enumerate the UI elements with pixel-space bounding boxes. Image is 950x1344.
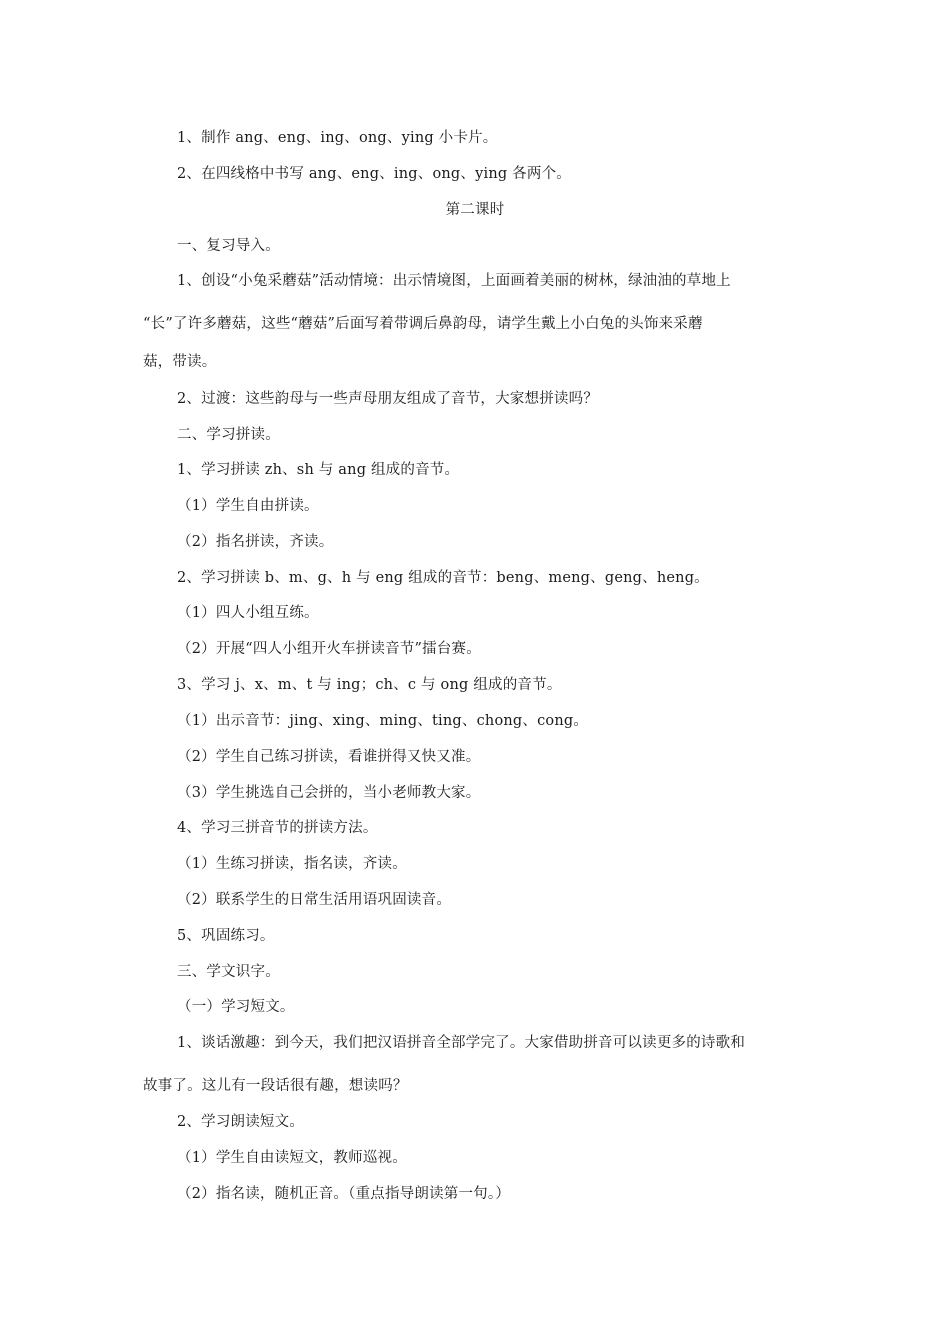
paragraph-line: 菇，带读。 <box>143 354 217 370</box>
list-subitem: （2）指名拼读，齐读。 <box>177 534 334 550</box>
paragraph-line: 故事了。这儿有一段话很有趣，想读吗？ <box>143 1078 408 1094</box>
list-subitem: （1）生练习拼读，指名读，齐读。 <box>177 856 407 872</box>
section-heading-spelling: 二、学习拼读。 <box>177 427 280 443</box>
list-item: 4、学习三拼音节的拼读方法。 <box>177 820 378 836</box>
list-subitem: （2）开展“四人小组开火车拼读音节”擂台赛。 <box>177 641 481 657</box>
list-subitem: （2）指名读，随机正音。（重点指导朗读第一句。） <box>177 1186 511 1202</box>
list-item: 2、学习拼读 b、m、g、h 与 eng 组成的音节：beng、meng、geng、heng。 <box>177 570 709 586</box>
list-subitem: （3）学生挑选自己会拼的，当小老师教大家。 <box>177 785 481 801</box>
paragraph-line: “长”了许多蘑菇，这些“蘑菇”后面写着带调后鼻韵母，请学生戴上小白兔的头饰来采蘑 <box>143 316 703 332</box>
list-item: 5、巩固练习。 <box>177 928 275 944</box>
paragraph-line: 1、创设“小兔采蘑菇”活动情境：出示情境图，上面画着美丽的树林，绿油油的草地上 <box>177 273 731 289</box>
list-subitem: （1）学生自由拼读。 <box>177 498 319 514</box>
list-item: 3、学习 j、x、m、t 与 ing；ch、c 与 ong 组成的音节。 <box>177 677 562 693</box>
prep-item-1: 1、制作 ang、eng、ing、ong、ying 小卡片。 <box>177 130 498 146</box>
section-heading-review: 一、复习导入。 <box>177 238 280 254</box>
prep-item-2: 2、在四线格中书写 ang、eng、ing、ong、ying 各两个。 <box>177 166 571 182</box>
list-item: 2、学习朗读短文。 <box>177 1114 305 1130</box>
subsection-heading: （一）学习短文。 <box>177 999 295 1015</box>
list-subitem: （1）四人小组互练。 <box>177 605 319 621</box>
list-subitem: （2）联系学生的日常生活用语巩固读音。 <box>177 892 452 908</box>
paragraph-line: 2、过渡：这些韵母与一些声母朋友组成了音节，大家想拼读吗？ <box>177 391 599 407</box>
list-subitem: （1）出示音节：jing、xing、ming、ting、chong、cong。 <box>177 713 589 729</box>
list-item: 1、学习拼读 zh、sh 与 ang 组成的音节。 <box>177 462 460 478</box>
paragraph-line: 1、谈话激趣：到今天，我们把汉语拼音全部学完了。大家借助拼音可以读更多的诗歌和 <box>177 1035 746 1051</box>
list-subitem: （2）学生自己练习拼读，看谁拼得又快又准。 <box>177 749 481 765</box>
lesson-title: 第二课时 <box>445 202 505 218</box>
section-heading-reading: 三、学文识字。 <box>177 964 280 980</box>
list-subitem: （1）学生自由读短文，教师巡视。 <box>177 1150 407 1166</box>
